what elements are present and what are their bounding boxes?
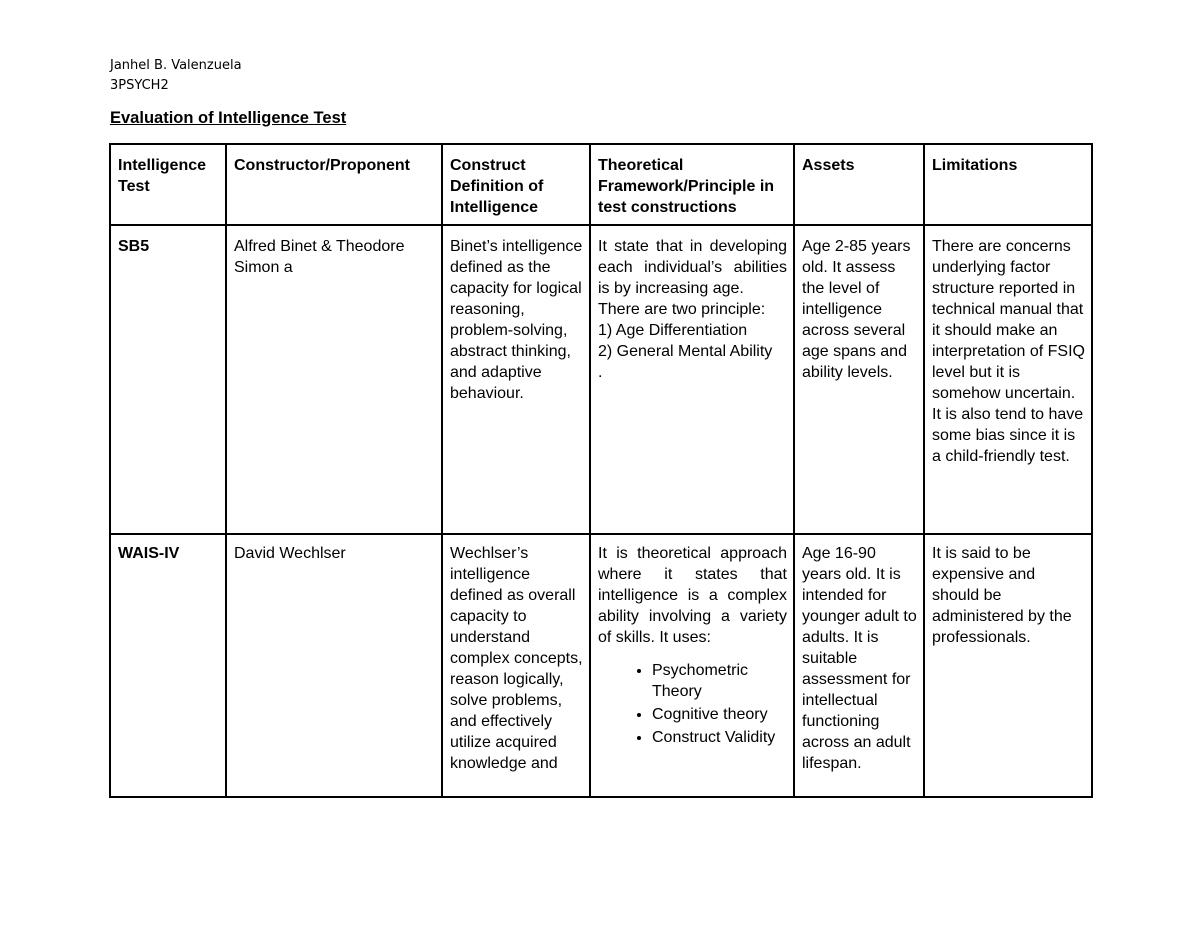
table-row xyxy=(110,225,1092,534)
cell-assets: Age 16-90 years old. It is intended for younger adult to adults. It is suitable assessment for intellectual functioning across an adult lifespan. xyxy=(794,534,924,797)
framework-text: It state that in developing each individual’s abilities is by increasing age. xyxy=(598,238,787,297)
framework-principle-1: 1) Age Differentiation xyxy=(598,322,748,339)
framework-principle-2: 2) General Mental Ability xyxy=(598,343,773,360)
framework-trailing-dot: . xyxy=(598,364,603,381)
author-name: Janhel B. Valenzuela xyxy=(110,58,242,73)
framework-bullet-list xyxy=(598,660,787,748)
cell-constructor: David Wechlser xyxy=(226,534,442,797)
cell-definition: Binet’s intelligence defined as the capacity for logical reasoning, problem-solving, abstract thinking, and adaptive behaviour. xyxy=(442,225,590,534)
table-row xyxy=(110,534,1092,797)
header-limitations: Limitations xyxy=(924,144,1092,225)
header-construct-definition: Construct Definition of Intelligence xyxy=(442,144,590,225)
cell-constructor: Alfred Binet & Theodore Simon a xyxy=(226,225,442,534)
list-item: • Psychometric Theory xyxy=(652,660,787,702)
cell-limitations: It is said to be expensive and should be administered by the professionals. xyxy=(924,534,1092,797)
document-title: Evaluation of Intelligence Test xyxy=(110,109,347,127)
cell-limitations: There are concerns underlying factor structure reported in technical manual that it should make an interpretation of FSIQ level but it is somehow uncertain. It is also tend to have some bias since it is a child-friendly test. xyxy=(924,225,1092,534)
author-block xyxy=(110,56,242,96)
cell-test-name: SB5 xyxy=(110,225,226,534)
header-constructor: Constructor/Proponent xyxy=(226,144,442,225)
header-intelligence-test: Intelligence Test xyxy=(110,144,226,225)
cell-framework xyxy=(590,534,794,797)
header-assets: Assets xyxy=(794,144,924,225)
cell-framework xyxy=(590,225,794,534)
framework-principles-intro: There are two principle: xyxy=(598,301,766,318)
table-header-row xyxy=(110,144,1092,225)
list-item: • Cognitive theory xyxy=(652,704,787,725)
header-theoretical-framework: Theoretical Framework/Principle in test constructions xyxy=(590,144,794,225)
author-section: 3PSYCH2 xyxy=(110,78,169,93)
list-item: • Construct Validity xyxy=(652,727,787,748)
cell-assets: Age 2-85 years old. It assess the level of intelligence across several age spans and ability levels. xyxy=(794,225,924,534)
evaluation-table xyxy=(109,143,1093,798)
framework-text: It is theoretical approach where it states that intelligence is a complex ability involving a variety of skills. It uses: xyxy=(598,545,787,646)
cell-test-name: WAIS-IV xyxy=(110,534,226,797)
cell-definition: Wechlser’s intelligence defined as overall capacity to understand complex concepts, reason logically, solve problems, and effectively utilize acquired knowledge and xyxy=(442,534,590,797)
